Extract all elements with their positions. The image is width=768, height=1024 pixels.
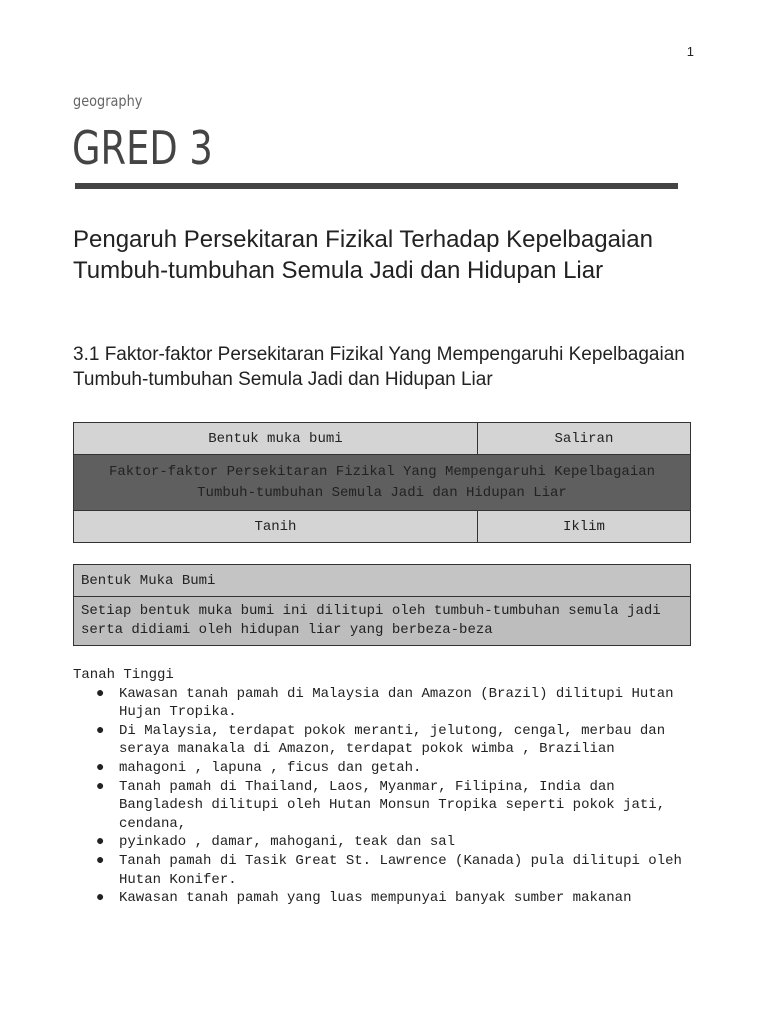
grade-title: GRED 3 — [72, 121, 213, 175]
list-item-text: Tanah pamah di Thailand, Laos, Myanmar, Filipina, India dan Bangladesh dilitupi oleh Hutan Monsun Tropika seperti pokok jati, cendana, — [119, 778, 666, 832]
factor-center-cell: Faktor-faktor Persekitaran Fizikal Yang Mempengaruhi Kepelbagaian Tumbuh-tumbuhan Semula Jadi dan Hidupan Liar — [74, 455, 691, 511]
title-divider — [75, 183, 678, 189]
subject-label: geography — [73, 92, 143, 110]
list-item — [73, 852, 703, 889]
list-item — [73, 778, 703, 834]
list-item-text: Kawasan tanah pamah di Malaysia dan Amazon (Brazil) dilitupi Hutan Hujan Tropika. — [119, 685, 674, 721]
factor-climate-cell: Iklim — [477, 511, 690, 543]
factor-soil-cell: Tanih — [74, 511, 478, 543]
bullet-icon: ● — [96, 722, 105, 739]
factor-drainage-cell: Saliran — [477, 423, 690, 455]
factor-table — [73, 422, 691, 543]
factor-row-top — [74, 423, 691, 455]
list-item-text: Kawasan tanah pamah yang luas mempunyai banyak sumber makanan — [119, 890, 632, 907]
info-heading-row — [74, 565, 691, 597]
list-item-text: mahagoni , lapuna , ficus dan getah. — [119, 759, 422, 776]
bullet-icon: ● — [96, 759, 105, 776]
info-body-row — [74, 597, 691, 646]
list-item-text: pyinkado , damar, mahogani, teak dan sal — [119, 834, 456, 851]
list-item-text: Tanah pamah di Tasik Great St. Lawrence (Kanada) pula dilitupi oleh Hutan Konifer. — [119, 852, 682, 888]
bullet-icon: ● — [96, 778, 105, 795]
bullet-icon: ● — [96, 890, 105, 907]
page-number: 1 — [686, 44, 694, 59]
section-title: 3.1 Faktor-faktor Persekitaran Fizikal Yang Mempengaruhi Kepelbagaian Tumbuh-tumbuhan Semula Jadi dan Hidupan Liar — [73, 344, 685, 390]
list-item — [73, 833, 703, 852]
list-item — [73, 722, 703, 759]
list-item-text: Di Malaysia, terdapat pokok meranti, jelutong, cengal, merbau dan seraya manakala di Amazon, terdapat pokok wimba , Brazilian — [119, 722, 666, 758]
list-item — [73, 759, 703, 778]
list-item — [73, 889, 703, 908]
bullet-icon: ● — [96, 852, 105, 869]
bullet-icon: ● — [96, 834, 105, 851]
lowland-bullet-list — [73, 685, 703, 908]
factor-row-bottom — [74, 511, 691, 543]
factor-row-center — [74, 455, 691, 511]
lowland-section — [73, 666, 703, 908]
chapter-title: Pengaruh Persekitaran Fizikal Terhadap Kepelbagaian Tumbuh-tumbuhan Semula Jadi dan Hidupan Liar — [73, 226, 653, 284]
bullet-icon: ● — [96, 685, 105, 702]
lowland-heading: Tanah Tinggi — [73, 667, 174, 683]
info-heading: Bentuk Muka Bumi — [74, 565, 691, 597]
landform-info-box — [73, 564, 691, 646]
list-item — [73, 685, 703, 722]
info-body: Setiap bentuk muka bumi ini dilitupi oleh tumbuh-tumbuhan semula jadi serta didiami oleh hidupan liar yang berbeza-beza — [74, 597, 691, 646]
factor-landform-cell: Bentuk muka bumi — [74, 423, 478, 455]
